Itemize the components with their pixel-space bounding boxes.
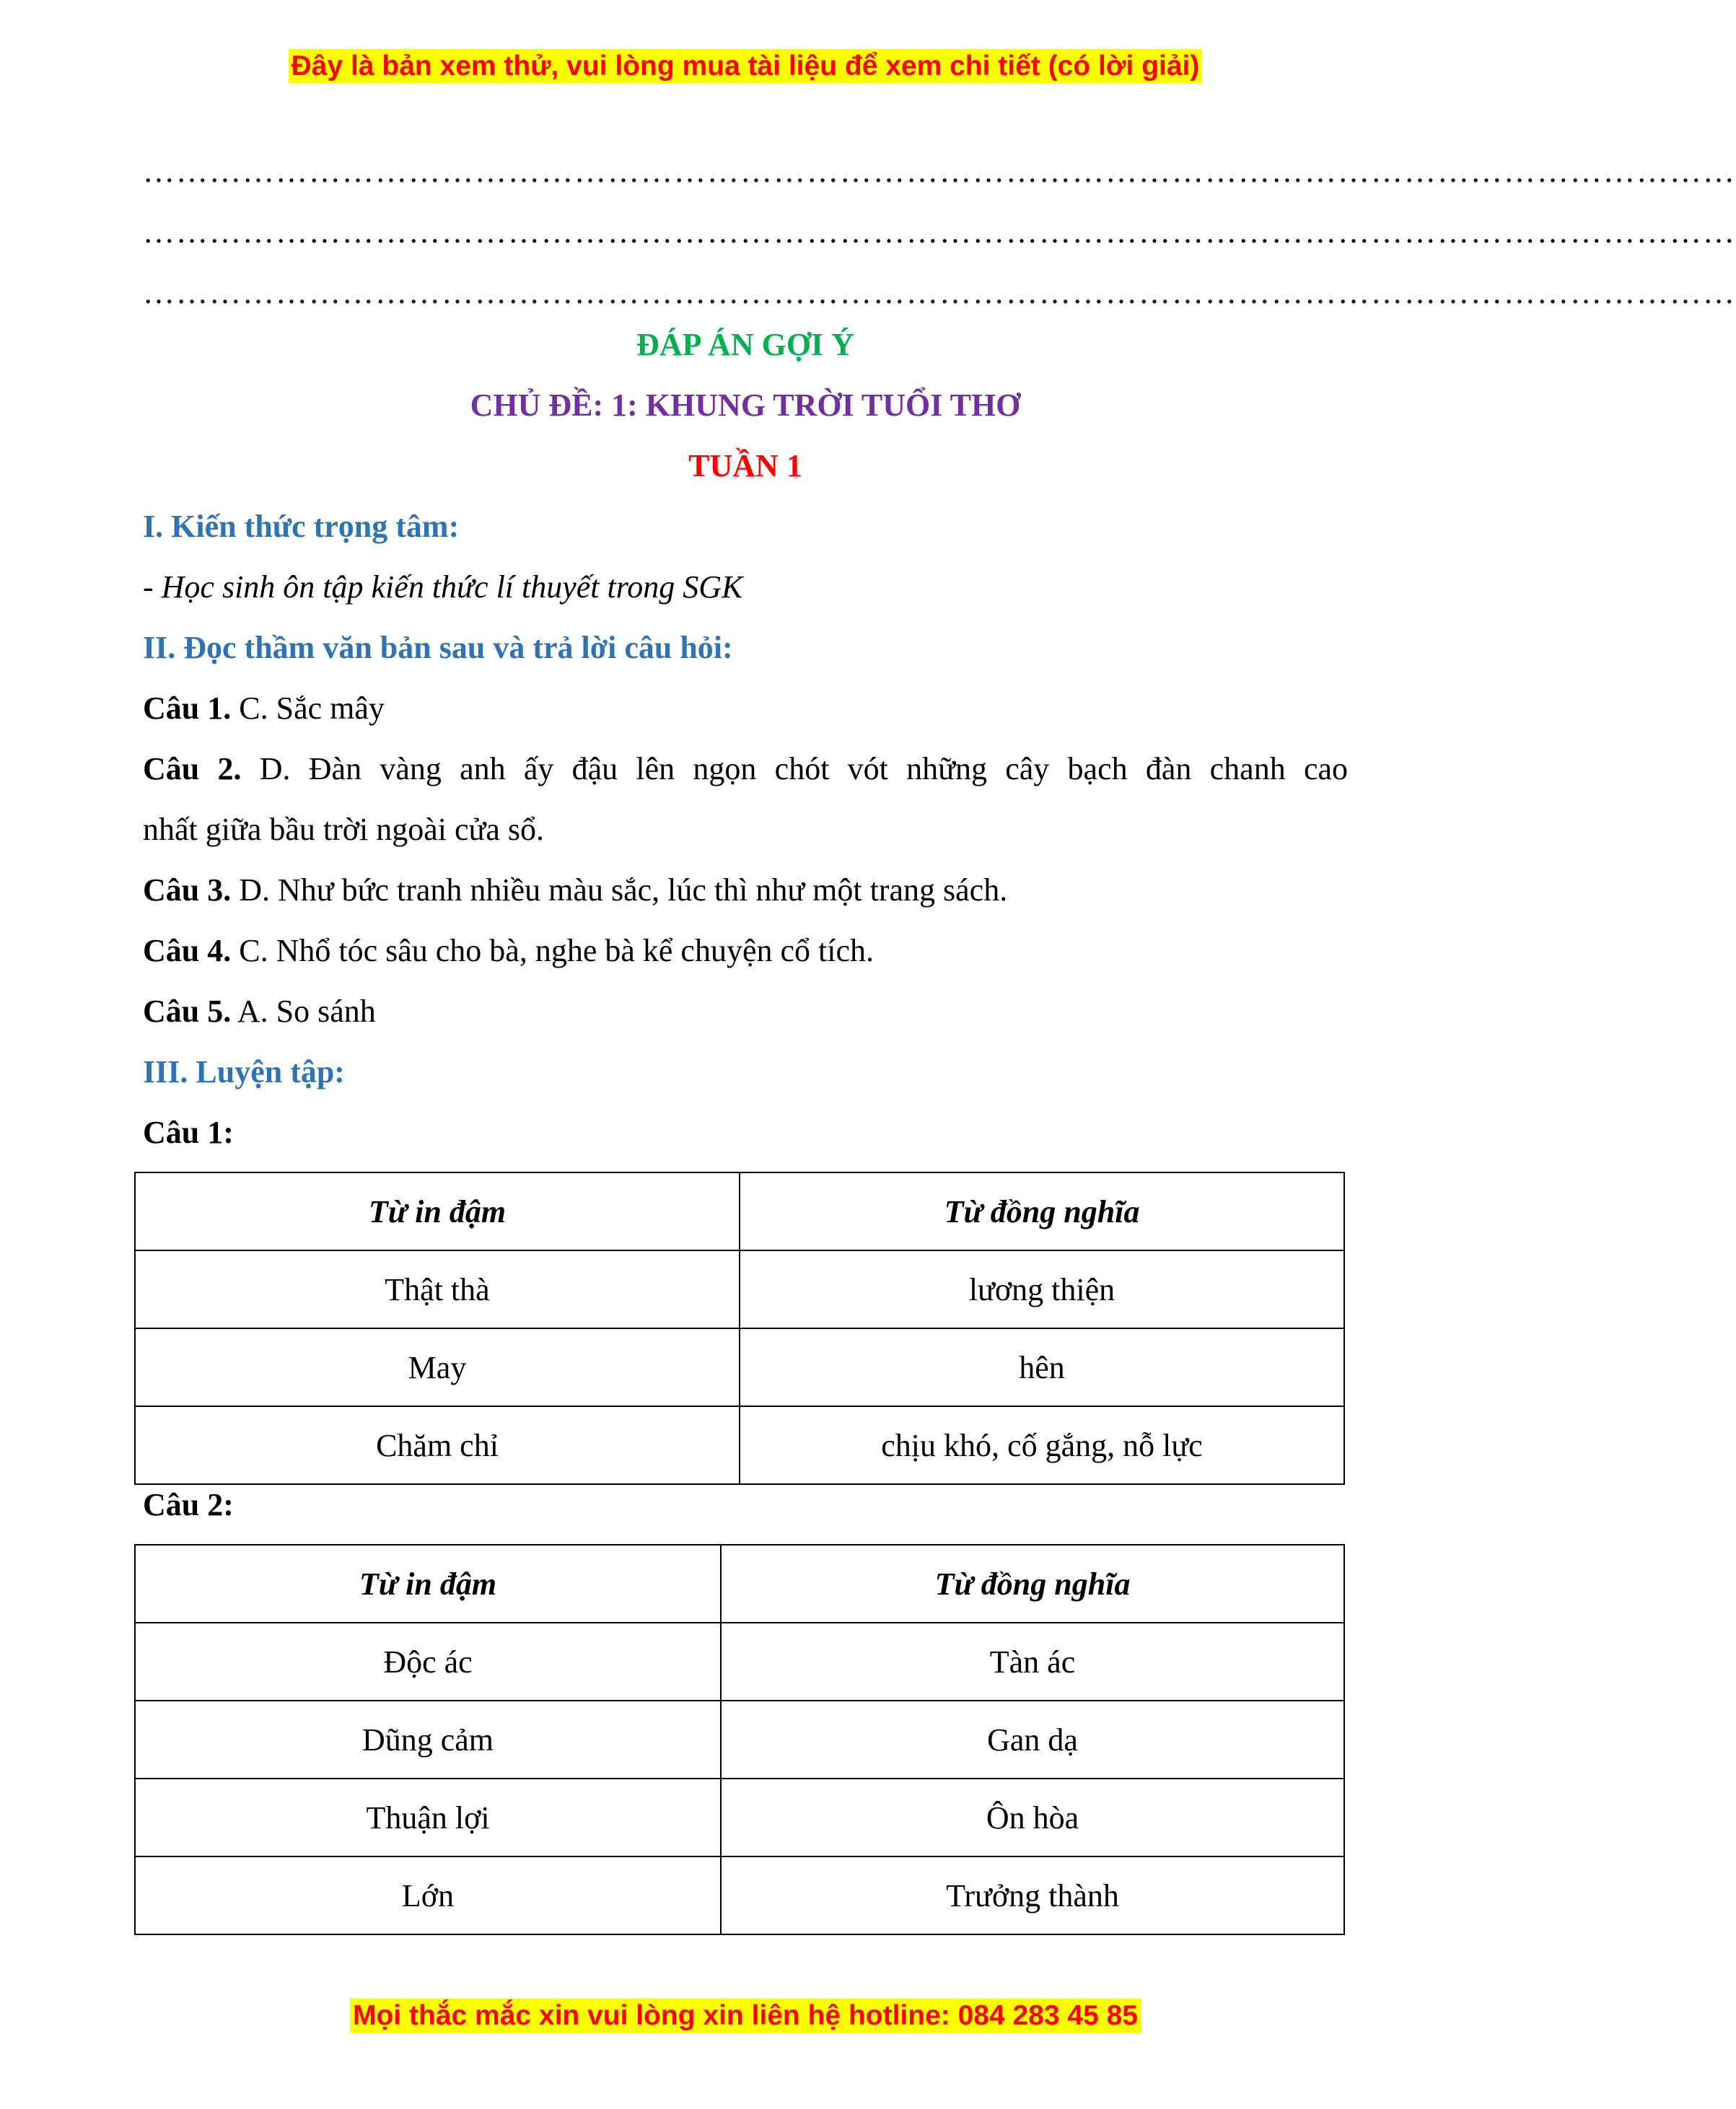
table-cell: Lớn	[135, 1856, 721, 1934]
answer-label: Câu 5.	[143, 994, 232, 1029]
section3-heading: III. Luyện tập:	[143, 1054, 345, 1089]
exercise-1-table	[134, 1172, 1345, 1485]
answer-4	[143, 929, 874, 973]
column-header: Từ in đậm	[135, 1172, 740, 1250]
answer-text: D. Như bức tranh nhiều màu sắc, lúc thì như một trang sách.	[231, 872, 1008, 908]
column-header: Từ đồng nghĩa	[721, 1545, 1344, 1623]
table-cell: chịu khó, cố gắng, nỗ lực	[740, 1406, 1344, 1484]
table-cell: Trưởng thành	[721, 1856, 1344, 1934]
table-row	[135, 1328, 1344, 1406]
table-cell: Độc ác	[135, 1623, 721, 1701]
table-row	[135, 1250, 1344, 1328]
table-row	[135, 1623, 1344, 1701]
table-cell: Chăm chỉ	[135, 1406, 740, 1484]
table-header-row	[135, 1545, 1344, 1623]
answer-2	[143, 747, 1348, 791]
exercise-1-label: Câu 1:	[143, 1115, 234, 1150]
answer-text: D. Đàn vàng anh ấy đậu lên ngọn chót vót những cây bạch đàn chanh cao	[241, 751, 1348, 786]
answer-title: ĐÁP ÁN GỢI Ý	[636, 327, 854, 362]
dotted-answer-line: ………………………………………………………………………………………………………………………………	[143, 275, 1736, 310]
answer-label: Câu 3.	[143, 872, 232, 908]
preview-notice-text: Đây là bản xem thử, vui lòng mua tài liệu để xem chi tiết (có lời giải)	[289, 49, 1203, 83]
answer-2-continuation: nhất giữa bầu trời ngoài cửa sổ.	[143, 812, 545, 847]
preview-notice-banner	[0, 51, 1491, 82]
table-row	[135, 1701, 1344, 1779]
table-row	[135, 1856, 1344, 1934]
table-header-row	[135, 1172, 1344, 1250]
answer-label: Câu 1.	[143, 690, 232, 726]
section1-text: - Học sinh ôn tập kiến thức lí thuyết trong SGK	[143, 569, 743, 605]
answer-text: C. Nhổ tóc sâu cho bà, nghe bà kể chuyện cổ tích.	[231, 933, 874, 968]
answer-text: C. Sắc mây	[231, 690, 385, 726]
answer-1	[143, 687, 385, 730]
table-cell: Ôn hòa	[721, 1779, 1344, 1856]
column-header: Từ in đậm	[135, 1545, 721, 1623]
exercise-2-table	[134, 1544, 1345, 1935]
hotline-text: Mọi thắc mắc xin vui lòng xin liên hệ hotline: 084 283 45 85	[350, 1999, 1141, 2033]
table-cell: Dũng cảm	[135, 1701, 721, 1779]
table-cell: Thật thà	[135, 1250, 740, 1328]
answer-3	[143, 869, 1007, 912]
exercise-2-label: Câu 2:	[143, 1487, 234, 1522]
dotted-answer-line: ………………………………………………………………………………………………………………………………	[143, 154, 1736, 189]
topic-title: CHỦ ĐỀ: 1: KHUNG TRỜI TUỔI THƠ	[470, 387, 1021, 423]
table-cell: Gan dạ	[721, 1701, 1344, 1779]
answer-text: A. So sánh	[231, 994, 376, 1029]
section1-heading: I. Kiến thức trọng tâm:	[143, 509, 460, 544]
week-title: TUẦN 1	[688, 448, 802, 483]
answer-label: Câu 2.	[143, 751, 242, 786]
table-cell: May	[135, 1328, 740, 1406]
dotted-answer-line: ………………………………………………………………………………………………………………………………	[143, 214, 1736, 250]
table-cell: Thuận lợi	[135, 1779, 721, 1856]
hotline-banner	[0, 2000, 1491, 2032]
answer-label: Câu 4.	[143, 933, 232, 968]
table-cell: hên	[740, 1328, 1344, 1406]
table-row	[135, 1779, 1344, 1856]
table-row	[135, 1406, 1344, 1484]
table-cell: lương thiện	[740, 1250, 1344, 1328]
section2-heading: II. Đọc thầm văn bản sau và trả lời câu hỏi:	[143, 630, 733, 665]
answer-5	[143, 990, 376, 1033]
table-cell: Tàn ác	[721, 1623, 1344, 1701]
column-header: Từ đồng nghĩa	[740, 1172, 1344, 1250]
